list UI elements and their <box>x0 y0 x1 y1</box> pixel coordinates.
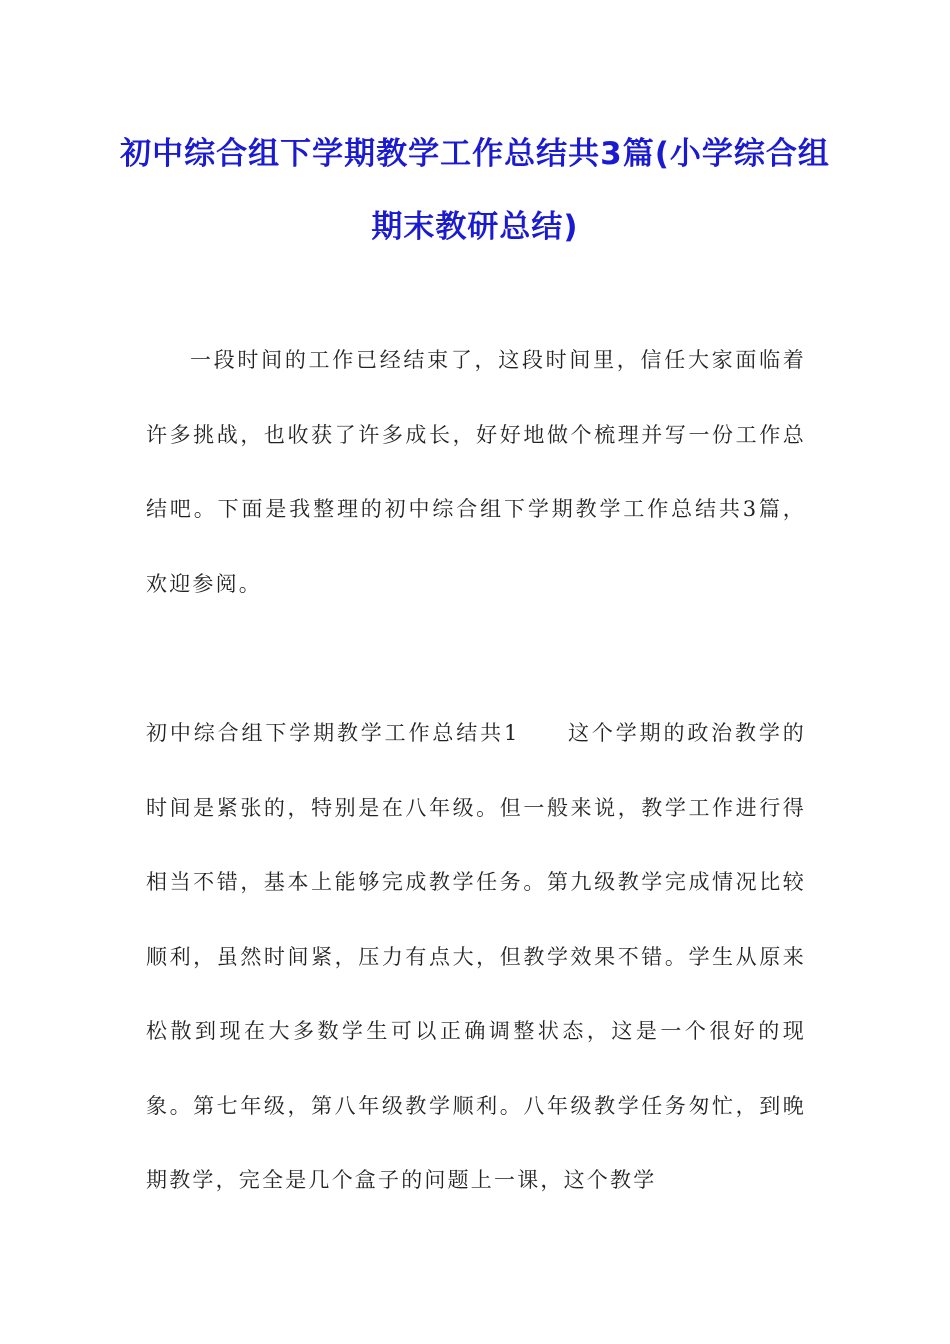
intro-paragraph: 一段时间的工作已经结束了，这段时间里，信任大家面临着许多挑战，也收获了许多成长，好好地做个梳理并写一份工作总结吧。下面是我整理的初中综合组下学期教学工作总结共3篇，欢迎参阅。 <box>146 348 806 596</box>
section-1-paragraph: 初中综合组下学期教学工作总结共1 这个学期的政治教学的时间是紧张的，特别是在八年级。但一般来说，教学工作进行得相当不错，基本上能够完成教学任务。第九级教学完成情况比较顺利，虽然时间紧，压力有点大，但教学效果不错。学生从原来松散到现在大多数学生可以正确调整状态，这是一个很好的现象。第七年级，第八年级教学顺利。八年级教学任务匆忙，到晚期教学，完全是几个盒子的问题上一课，这个教学 <box>146 721 806 1192</box>
document-title: 初中综合组下学期教学工作总结共3篇(小学综合组期末教研总结) <box>120 136 830 245</box>
